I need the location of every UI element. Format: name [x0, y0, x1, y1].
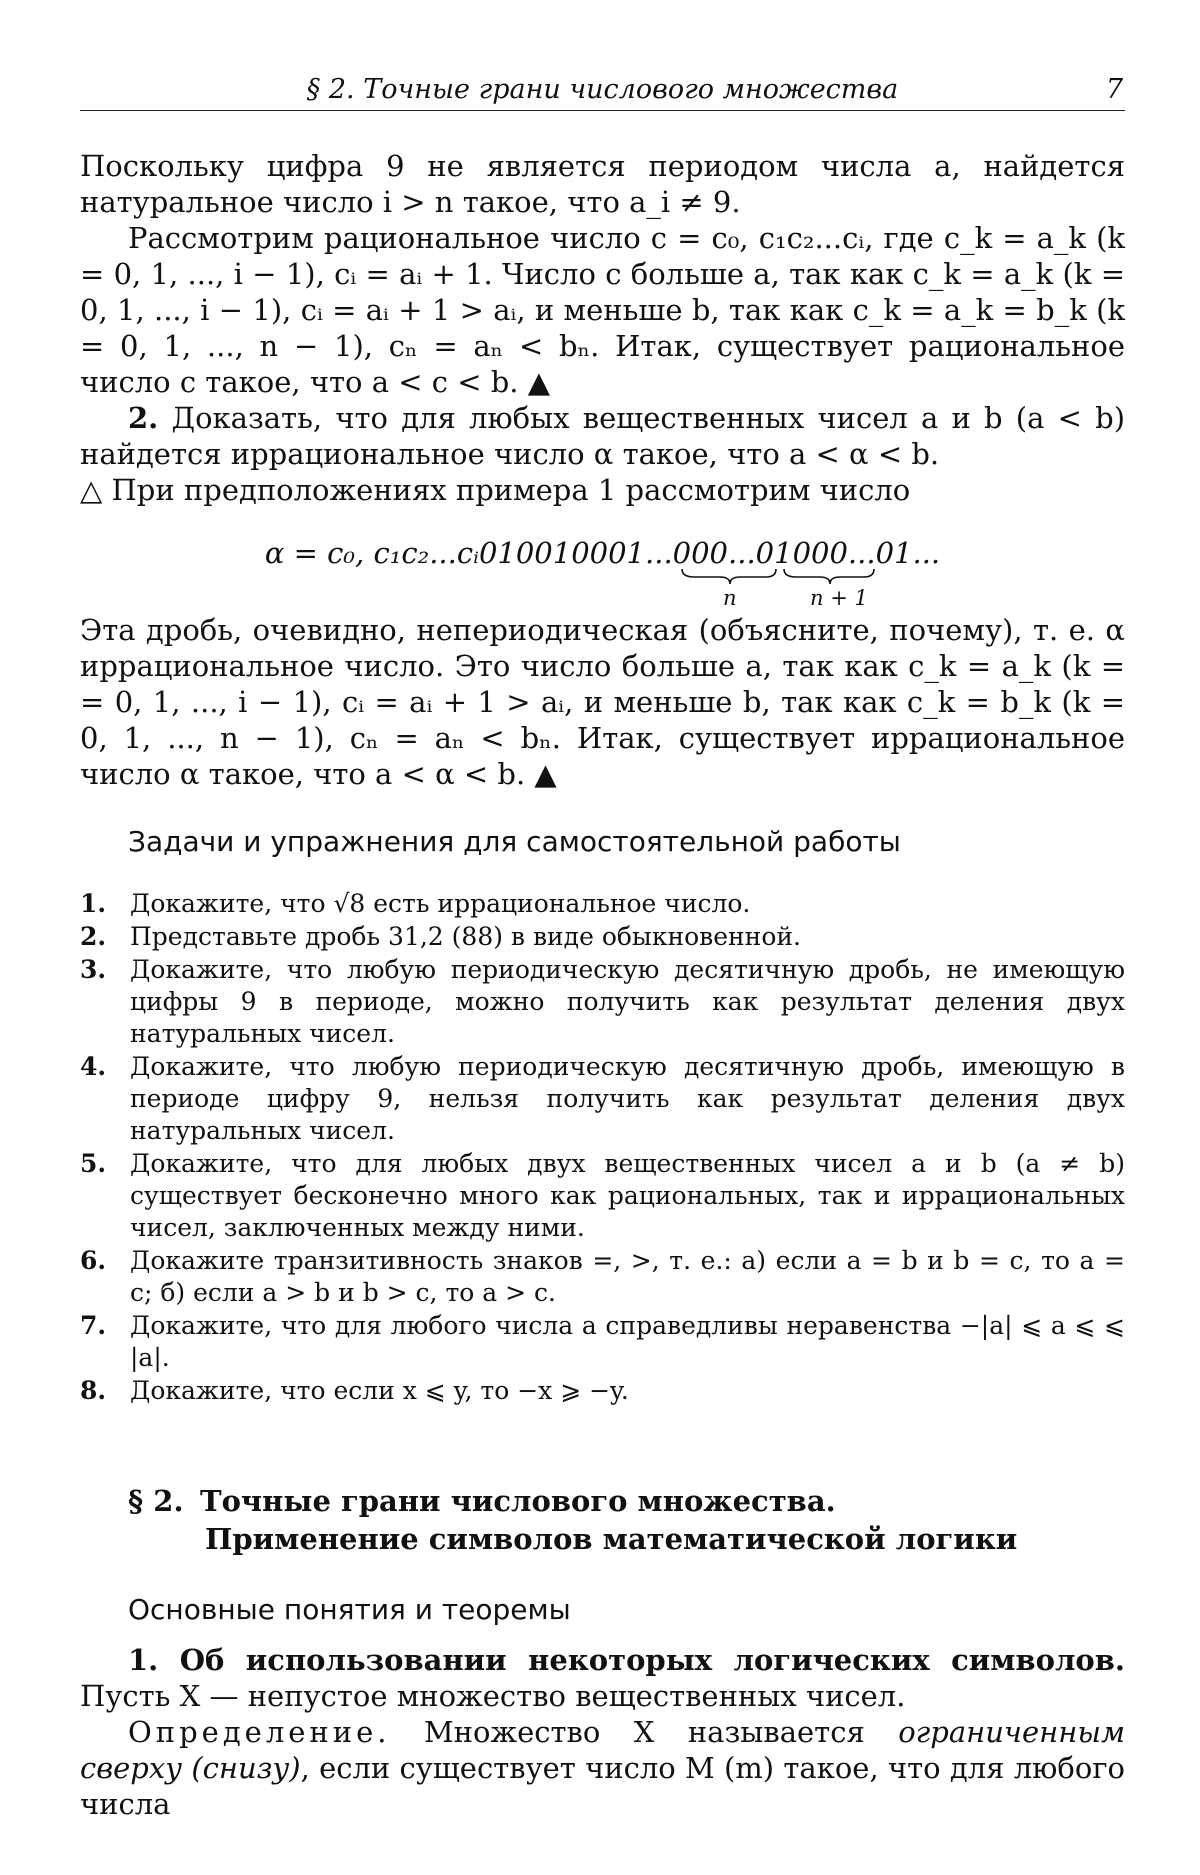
exercise-item: 7. Докажите, что для любого числа a справедливы неравенства −|a| ⩽ a ⩽ ⩽ |a|.: [80, 1311, 1125, 1372]
running-title: § 2. Точные грани числового множества: [306, 74, 899, 105]
page-number: 7: [1105, 74, 1123, 105]
definition-term: ограниченным сверху: [80, 1715, 1126, 1785]
section-symbol: § 2.: [128, 1484, 184, 1518]
exercises-heading: Задачи и упражнения для самостоятельной работы: [128, 825, 901, 858]
item-1-heading: 1. Об использовании некоторых логических символов.: [128, 1643, 1125, 1677]
brace-label-n-plus-1: n + 1: [810, 586, 868, 610]
top-text: [80, 148, 1125, 508]
exercise-item: 6. Докажите транзитивность знаков =, >, т. е.: а) если a = b и b = c, то a = c; б) если a > b и b > c, то a > c.: [80, 1246, 1125, 1307]
item-1-text: Пусть X — непустое множество вещественных чисел.: [80, 1679, 906, 1713]
exercise-item: 8. Докажите, что если x ⩽ y, то −x ⩾ −y.: [80, 1376, 629, 1405]
brace-label-n: n: [723, 586, 737, 610]
definition: Определение. Множество X называется ограниченным сверху (снизу), если существует число M (m) такое, что для любого числа: [80, 1715, 1126, 1821]
definition-label: Определение.: [128, 1715, 391, 1749]
example-2-number: 2.: [128, 401, 159, 435]
item-1: [80, 1642, 1125, 1714]
example-2-solution: △ При предположениях примера 1 рассмотрим число: [80, 473, 911, 507]
paragraph-3-block: [80, 612, 1125, 792]
paragraph-1: Поскольку цифра 9 не является периодом числа a, найдется натуральное число i > n такое, что a_i ≠ 9.: [80, 149, 1125, 219]
exercise-item: 2. Представьте дробь 31,2 (88) в виде обыкновенной.: [80, 922, 802, 951]
section-title-block: [80, 1482, 1125, 1558]
section-title-line-1: § 2. Точные грани числового множества.: [128, 1484, 836, 1518]
section-title-line-2: Применение символов математической логики: [205, 1522, 1018, 1556]
exercise-item: 1. Докажите, что √8 есть иррациональное число.: [80, 889, 751, 918]
formula-block: [80, 535, 1125, 610]
running-header: [80, 70, 1125, 111]
section-subheading: Основные понятия и теоремы: [128, 1593, 571, 1626]
formula: α = c₀, c₁c₂...cᵢ010010001...000...01000...01...: [264, 536, 941, 570]
exercise-item: 5. Докажите, что для любых двух вещественных чисел a и b (a ≠ b) существует бесконечно много как рациональных, так и иррациональных чисел, заключенных между ними.: [80, 1149, 1125, 1242]
exercises-list-block: [80, 888, 1125, 1408]
exercise-item: 3. Докажите, что любую периодическую десятичную дробь, не имеющую цифры 9 в периоде, можно получить как результат деления двух натуральных чисел.: [80, 955, 1125, 1048]
paragraph-3: Эта дробь, очевидно, непериодическая (объясните, почему), т. е. α иррациональное число. Это число больше a, так как c_k = a_k (k = = 0, 1, ..., i − 1), cᵢ = aᵢ + 1 > aᵢ, и меньше b, так как c_k = b_k (k = 0, 1, ..., n − 1), cₙ = aₙ < bₙ. Итак, существует иррациональное число α такое, что a < α < b. ▲: [80, 613, 1125, 791]
exercises-list: [80, 888, 1125, 1407]
section-body: [80, 1592, 1125, 1822]
paragraph-2: Рассмотрим рациональное число c = c₀, c₁c₂...cᵢ, где c_k = a_k (k = 0, 1, ..., i − 1), cᵢ = aᵢ + 1. Число c больше a, так как c_k = a_k (k = 0, 1, ..., i − 1), cᵢ = aᵢ + 1 > aᵢ, и меньше b, так как c_k = a_k = b_k (k = 0, 1, ..., n − 1), cₙ = aₙ < bₙ. Итак, существует рациональное число c такое, что a < c < b. ▲: [80, 221, 1125, 399]
example-2: [80, 400, 1125, 472]
exercise-item: 4. Докажите, что любую периодическую десятичную дробь, имеющую в периоде цифру 9, нельзя получить как результат деления двух натуральных чисел.: [80, 1052, 1125, 1145]
example-2-text: Доказать, что для любых вещественных чисел a и b (a < b) найдется иррациональное число α такое, что a < α < b.: [80, 401, 1126, 471]
exercises-heading-block: [80, 824, 1125, 860]
